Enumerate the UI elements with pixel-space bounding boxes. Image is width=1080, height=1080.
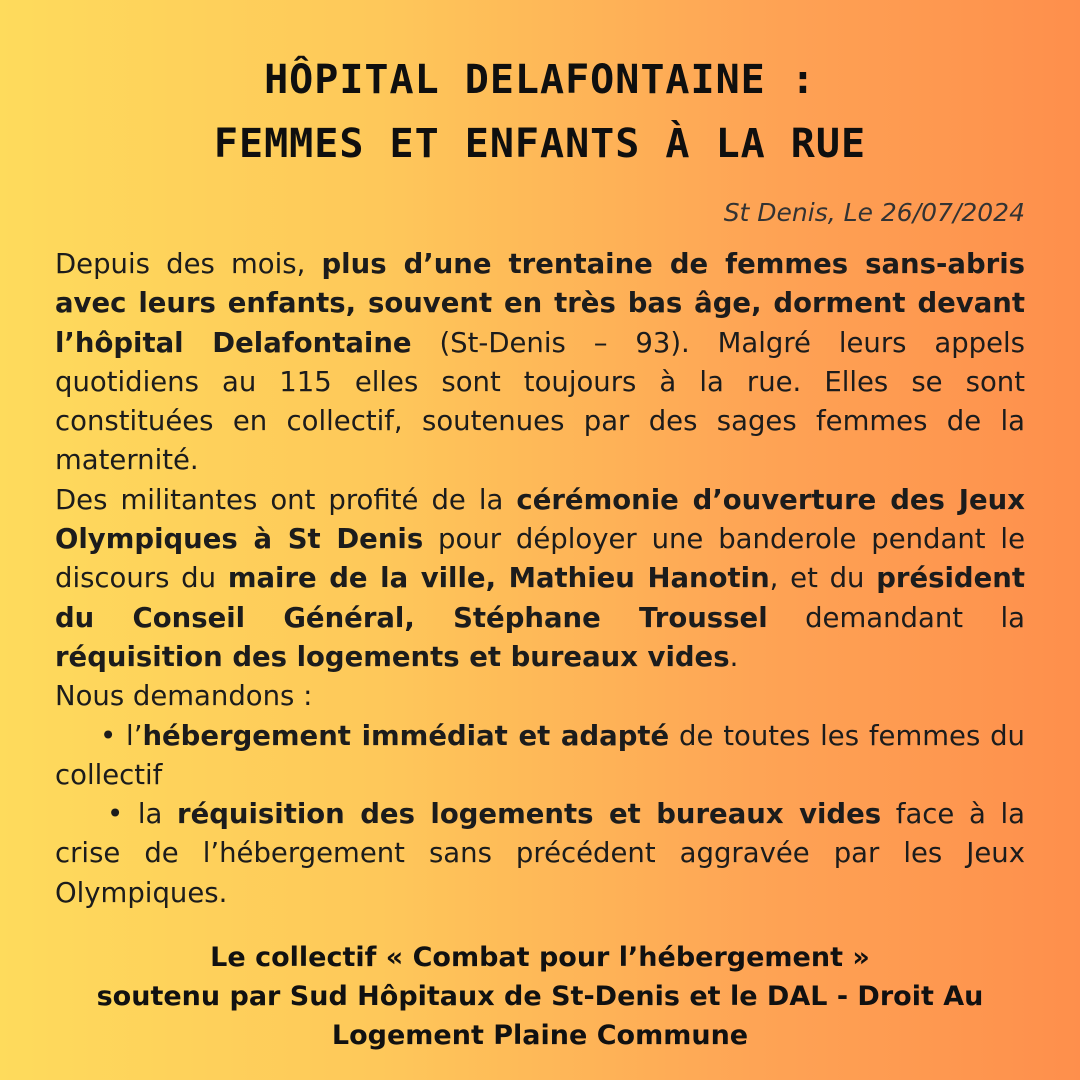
bold-span: réquisition des logements et bureaux vides xyxy=(177,798,882,831)
demand-item xyxy=(55,717,1025,796)
text-span: (St-Denis – 93). Malgré leurs appels quotidiens au 115 elles sont toujours à la rue. Elles se sont constituées en collectif, soutenues par des sages femmes de la maternité. xyxy=(55,326,1025,477)
bold-span: hébergement immédiat et adapté xyxy=(142,719,670,752)
text-span: pour déployer une banderole pendant le discours du xyxy=(55,523,1025,595)
signature-line-1: Le collectif « Combat pour l’hébergement » xyxy=(210,942,870,973)
body-text xyxy=(55,245,1025,913)
demands-intro: Nous demandons : xyxy=(55,680,313,713)
text-span: demandant la xyxy=(767,601,1025,634)
text-span: Des militantes ont profité de la xyxy=(55,483,517,516)
paragraph-action xyxy=(55,481,1025,677)
title-line-2: FEMMES ET ENFANTS À LA RUE xyxy=(213,121,867,167)
dateline: St Denis, Le 26/07/2024 xyxy=(723,198,1025,227)
bold-span: cérémonie d’ouverture des Jeux Olympiques à St Denis xyxy=(55,483,1025,556)
title-line-1: HÔPITAL DELAFONTAINE : xyxy=(264,57,816,103)
page-title xyxy=(0,48,1080,176)
signature-line-2: soutenu par Sud Hôpitaux de St-Denis et le DAL - Droit Au xyxy=(96,981,984,1012)
bold-span: président du Conseil Général, Stéphane Troussel xyxy=(55,562,1025,634)
text-span: Depuis des mois, xyxy=(55,248,322,280)
bullet-prefix: • l’ xyxy=(100,719,143,752)
text-span: face à la crise de l’hébergement sans précédent aggravée par les Jeux Olympiques. xyxy=(55,798,1025,909)
signature-block xyxy=(60,938,1020,1055)
paragraph-intro xyxy=(55,245,1025,481)
bullet-prefix: • la xyxy=(107,798,178,831)
demand-item xyxy=(55,795,1025,913)
text-span: de toutes les femmes du collectif xyxy=(55,719,1025,791)
bold-span: maire de la ville, Mathieu Hanotin xyxy=(227,562,770,595)
text-span: . xyxy=(729,640,739,673)
text-span: , et du xyxy=(769,562,877,595)
signature-line-3: Logement Plaine Commune xyxy=(331,1020,749,1051)
bold-span: plus d’une trentaine de femmes sans-abris avec leurs enfants, souvent en très bas âge, dorment devant l’hôpital Delafontaine xyxy=(55,248,1025,359)
bold-span: réquisition des logements et bureaux vides xyxy=(55,640,730,673)
